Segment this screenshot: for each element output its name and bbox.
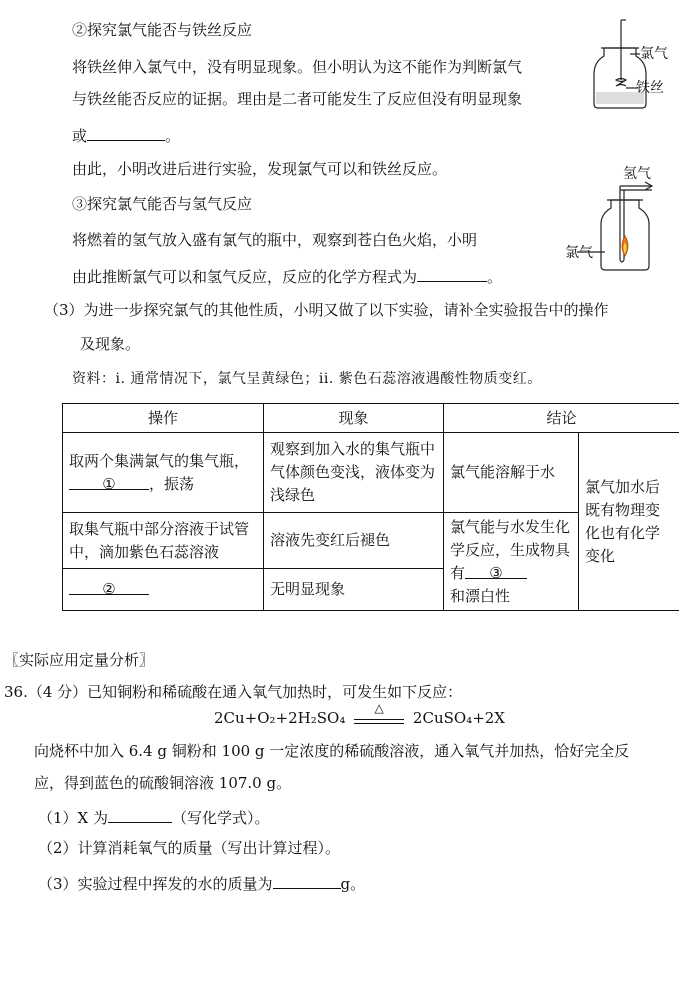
paragraph-text: 。 (487, 268, 503, 286)
paragraph-text: 或 (72, 127, 88, 145)
table-cell-conclusion (444, 513, 579, 611)
table-cell-phenomenon: 无明显现象 (264, 569, 444, 611)
answer-blank-2[interactable]: ② (69, 578, 149, 595)
answer-line-3 (72, 265, 502, 287)
question-36-text: 向烧杯中加入 6.4 g 铜粉和 100 g 一定浓度的稀硫酸溶液，通入氧气并加热，恰好完全反 (34, 742, 630, 760)
equation-arrow (354, 701, 404, 726)
figure-label: 氢气 (623, 166, 651, 182)
reference-material: 资料：i. 通常情况下，氯气呈黄绿色；ii. 紫色石蕊溶液遇酸性物质变红。 (72, 371, 542, 387)
chemical-equation (214, 701, 505, 727)
cell-text: 取两个集满氯气的集气瓶， (69, 451, 250, 470)
answer-blank-3[interactable]: ③ (465, 562, 527, 579)
table-header: 现象 (264, 404, 444, 433)
answer-blank[interactable] (108, 806, 172, 823)
question-36-sub-2: （2）计算消耗氧气的质量（写出计算过程）。 (38, 839, 341, 857)
heat-symbol: △ (374, 701, 384, 715)
question-36-sub-3: （3）实验过程中挥发的水的质量为 g。 (38, 872, 365, 894)
answer-blank[interactable] (273, 872, 341, 889)
paragraph-text: 。 (165, 127, 181, 145)
table-header: 操作 (63, 404, 264, 433)
paragraph-line: 将铁丝伸入氯气中，没有明显现象。但小明认为这不能作为判断氯气 (72, 58, 523, 76)
table-cell-merged-conclusion: 氯气加水后既有物理变化也有化学变化 (579, 433, 679, 611)
figure-label: 铁丝 (636, 80, 664, 96)
paragraph-text: 由此推断氯气可以和氢气反应，反应的化学方程式为 (72, 268, 418, 286)
paragraph-line: 由此，小明改进后进行实验，发现氯气可以和铁丝反应。 (72, 160, 448, 178)
hydrogen-combustion-figure (565, 162, 670, 280)
answer-line-2 (72, 124, 180, 146)
table-cell-phenomenon: 观察到加入水的集气瓶中气体颜色变浅，液体变为浅绿色 (264, 433, 444, 513)
table-cell-operation (63, 569, 264, 611)
question-36-sub-1: （1）X 为 （写化学式）。 (38, 806, 270, 828)
equation-left: 2Cu+O₂+2H₂SO₄ (214, 709, 346, 727)
cell-text: 氯气能与水发生化学反应，生成物具有 (450, 517, 571, 582)
table-header: 结论 (444, 404, 679, 433)
cell-text: ，振荡 (149, 474, 195, 493)
iron-wire-apparatus-figure (590, 18, 672, 113)
subsection-3-title: ③探究氯气能否与氢气反应 (72, 195, 253, 213)
question-36-text: 应，得到蓝色的硫酸铜溶液 107.0 g。 (34, 774, 292, 792)
question-3-line: （3）为进一步探究氯气的其他性质，小明又做了以下实验，请补全实验报告中的操作 (44, 301, 609, 319)
table-cell-conclusion: 氯气能溶解于水 (444, 433, 579, 513)
figure-label: 氯气 (565, 245, 593, 261)
cell-text: 和漂白性 (450, 586, 511, 605)
section-title: 〖实际应用定量分析〗 (4, 651, 155, 669)
subsection-2-title: ②探究氯气能否与铁丝反应 (72, 21, 253, 39)
equation-right: 2CuSO₄+2X (412, 709, 505, 727)
question-36-intro: 36.（4 分）已知铜粉和稀硫酸在通入氧气加热时，可发生如下反应： (4, 683, 463, 701)
answer-blank[interactable] (417, 265, 487, 282)
answer-blank[interactable] (87, 124, 165, 141)
figure-label: 氯气 (640, 46, 668, 62)
table-cell-phenomenon: 溶液先变红后褪色 (264, 513, 444, 569)
paragraph-line: 将燃着的氢气放入盛有氯气的瓶中，观察到苍白色火焰，小明 (72, 231, 478, 249)
experiment-report-table (62, 403, 679, 611)
answer-blank-1[interactable]: ① (69, 473, 149, 490)
paragraph-line: 与铁丝能否反应的证据。理由是二者可能发生了反应但没有明显现象 (72, 90, 523, 108)
table-cell-operation: 取集气瓶中部分溶液于试管中，滴加紫色石蕊溶液 (63, 513, 264, 569)
question-3-line: 及现象。 (80, 335, 141, 353)
table-cell-operation (63, 433, 264, 513)
